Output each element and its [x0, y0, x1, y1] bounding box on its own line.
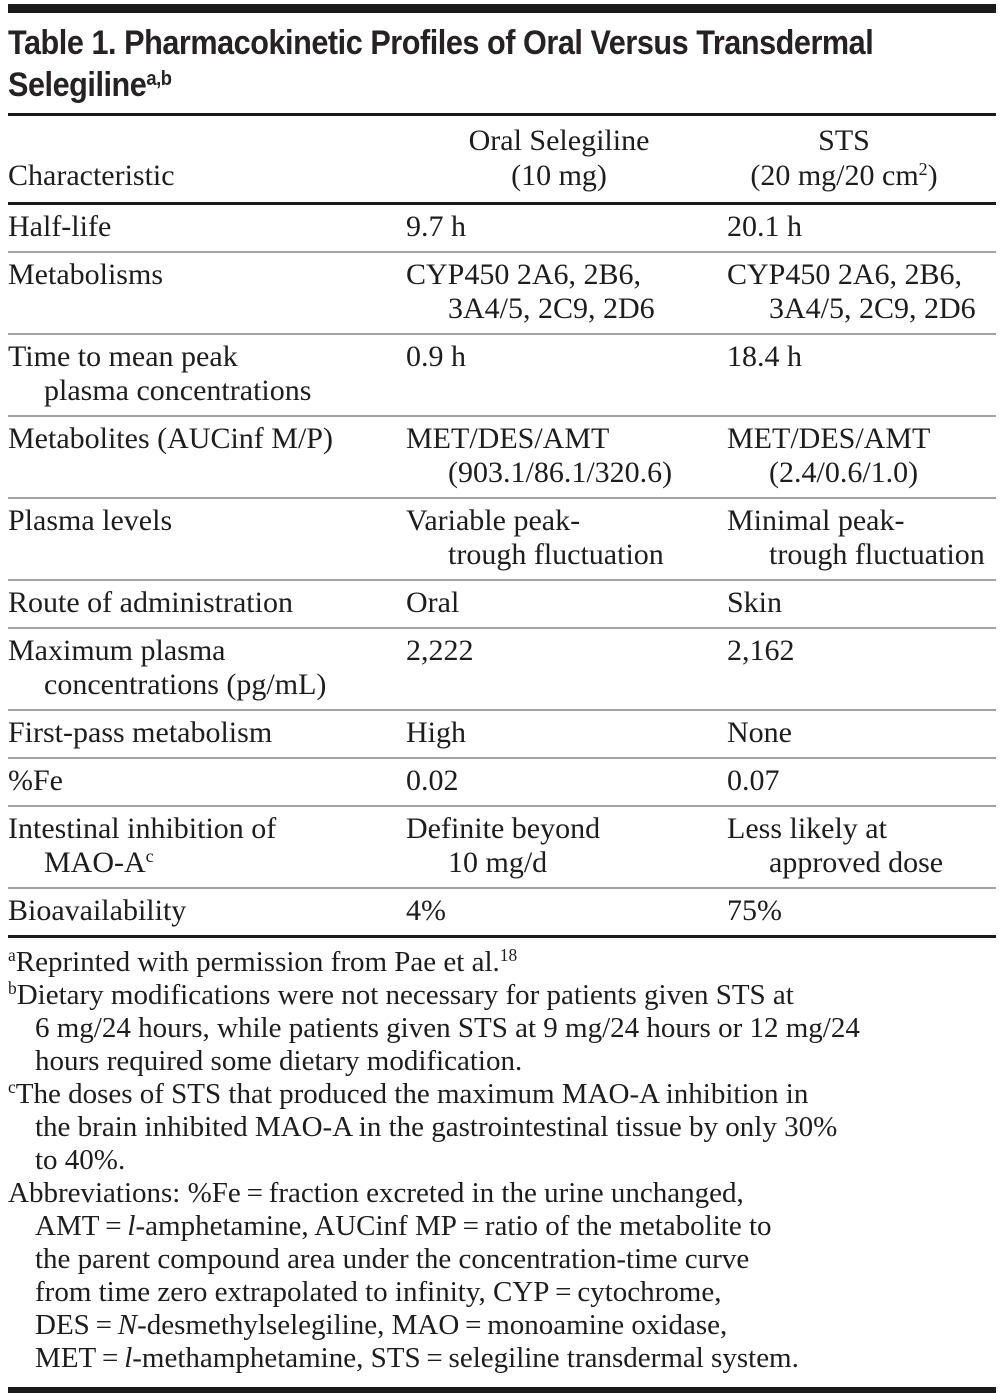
footnote-line: the parent compound area under the concentration-time curve	[35, 1243, 750, 1275]
table-row	[8, 805, 996, 887]
cell-oral-selegiline	[400, 894, 718, 928]
cell-line: Half-life	[8, 210, 112, 243]
cell-line: Skin	[727, 586, 783, 619]
column-header-sts-line1: STS	[818, 124, 870, 157]
cell-line: trough fluctuation	[769, 538, 985, 571]
footnote-line: Abbreviations: %Fe = fraction excreted in the urine unchanged,	[8, 1177, 744, 1209]
cell-characteristic	[8, 586, 400, 620]
cell-sts	[718, 504, 996, 572]
footnote-marker: c	[8, 1077, 16, 1098]
superscript: a,b	[146, 67, 172, 90]
cell-oral-selegiline	[400, 340, 718, 408]
cell-line: 4%	[406, 894, 446, 927]
cell-characteristic	[8, 716, 400, 750]
table-body	[8, 205, 996, 938]
table-row	[8, 627, 996, 709]
cell-oral-selegiline	[400, 258, 718, 326]
cell-characteristic	[8, 504, 400, 572]
cell-sts	[718, 258, 996, 326]
bottom-rule	[8, 1387, 996, 1393]
cell-sts	[718, 812, 996, 880]
cell-line: 75%	[727, 894, 782, 927]
cell-line: plasma concentrations	[44, 374, 312, 407]
table-row	[8, 579, 996, 627]
table-row	[8, 497, 996, 579]
cell-line: Route of administration	[8, 586, 293, 619]
superscript: 2	[918, 159, 928, 180]
cell-line: First-pass metabolism	[8, 716, 273, 749]
footnote-line: AMT = l-amphetamine, AUCinf MP = ratio of the metabolite to	[35, 1210, 772, 1242]
cell-line: (903.1/86.1/320.6)	[448, 456, 673, 489]
footnote-line: DES = N-desmethylselegiline, MAO = monoamine oxidase,	[35, 1309, 728, 1341]
cell-sts	[718, 894, 996, 928]
cell-line: 0.07	[727, 764, 780, 797]
table-row	[8, 757, 996, 805]
footnote-line: MET = l-methamphetamine, STS = selegiline transdermal system.	[35, 1342, 799, 1374]
column-header-characteristic: Characteristic	[8, 159, 175, 192]
table-row	[8, 709, 996, 757]
cell-oral-selegiline	[400, 586, 718, 620]
cell-sts	[718, 210, 996, 244]
cell-sts	[718, 340, 996, 408]
cell-line: Intestinal inhibition of	[8, 812, 277, 845]
superscript: 18	[499, 945, 518, 966]
cell-oral-selegiline	[400, 812, 718, 880]
cell-line: (2.4/0.6/1.0)	[769, 456, 919, 489]
table-row	[8, 887, 996, 935]
cell-line: 3A4/5, 2C9, 2D6	[769, 292, 976, 325]
column-header-oral-line2: (10 mg)	[511, 159, 607, 192]
table-title-line2: Selegiline$^{a,b}$	[8, 66, 172, 104]
column-header-sts-line2: (20 mg/20 $cm^2$)	[750, 159, 938, 192]
column-header-oral-selegiline	[400, 123, 718, 193]
cell-line: Variable peak-	[406, 504, 581, 537]
cell-line: Plasma levels	[8, 504, 173, 537]
cell-line: 18.4 h	[727, 340, 802, 373]
cell-line: 10 mg/d	[448, 846, 548, 879]
cell-line: Metabolites (AUCinf M/P)	[8, 422, 333, 455]
cell-characteristic	[8, 340, 400, 408]
cell-characteristic	[8, 210, 400, 244]
table-title-line1: Table 1. Pharmacokinetic Profiles of Oral Versus Transdermal	[8, 24, 874, 62]
cell-sts	[718, 764, 996, 798]
cell-oral-selegiline	[400, 504, 718, 572]
italic-text: l	[127, 1210, 136, 1242]
cell-oral-selegiline	[400, 422, 718, 490]
cell-line: CYP450 2A6, 2B6,	[406, 258, 642, 291]
cell-line: approved dose	[769, 846, 944, 879]
cell-line: MET/DES/AMT	[727, 422, 931, 455]
cell-line: Definite beyond	[406, 812, 601, 845]
table-row	[8, 333, 996, 415]
footnote-line: the brain inhibited MAO-A in the gastrointestinal tissue by only 30%	[35, 1111, 838, 1143]
cell-line: High	[406, 716, 466, 749]
cell-line: %Fe	[8, 764, 63, 797]
footnote-b	[8, 979, 996, 1078]
cell-line: CYP450 2A6, 2B6,	[727, 258, 963, 291]
italic-text: N	[117, 1309, 138, 1341]
table-row	[8, 205, 996, 251]
cell-line: Oral	[406, 586, 460, 619]
footnote-a	[8, 946, 996, 979]
cell-line: 0.9 h	[406, 340, 466, 373]
cell-line: Minimal peak-	[727, 504, 905, 537]
cell-line: MET/DES/AMT	[406, 422, 610, 455]
cell-characteristic	[8, 634, 400, 702]
cell-line: Maximum plasma	[8, 634, 226, 667]
italic-text: l	[124, 1342, 133, 1374]
footnote-c	[8, 1078, 996, 1177]
cell-characteristic	[8, 764, 400, 798]
cell-oral-selegiline	[400, 634, 718, 702]
cell-line: 2,162	[727, 634, 795, 667]
footnote-line: 6 mg/24 hours, while patients given STS at 9 mg/24 hours or 12 mg/24	[35, 1012, 860, 1044]
column-header-oral-line1: Oral Selegiline	[468, 124, 650, 157]
footnote-line: from time zero extrapolated to infinity, CYP = cytochrome,	[35, 1276, 722, 1308]
cell-characteristic	[8, 812, 400, 880]
footnotes	[8, 938, 996, 1384]
cell-characteristic	[8, 258, 400, 326]
table-row	[8, 251, 996, 333]
cell-sts	[718, 422, 996, 490]
cell-line: trough fluctuation	[448, 538, 664, 571]
cell-line: Less likely at	[727, 812, 887, 845]
cell-line: 20.1 h	[727, 210, 802, 243]
cell-line: Time to mean peak	[8, 340, 238, 373]
cell-oral-selegiline	[400, 210, 718, 244]
footnote-marker: a	[8, 945, 16, 966]
cell-line: Bioavailability	[8, 894, 187, 927]
cell-sts	[718, 634, 996, 702]
top-rule	[8, 4, 996, 13]
footnote-abbreviations	[8, 1177, 996, 1375]
footnote-line: $^b$Dietary modifications were not necessary for patients given STS at	[8, 978, 794, 1011]
column-header-sts	[718, 123, 996, 193]
cell-line: Metabolisms	[8, 258, 163, 291]
cell-line: None	[727, 716, 792, 749]
superscript: c	[145, 846, 154, 867]
cell-sts	[718, 716, 996, 750]
cell-line: concentrations (pg/mL)	[44, 668, 327, 701]
footnote-marker: b	[8, 978, 17, 999]
footnote-line: $^a$Reprinted with permission from Pae et al.$^{18}$	[8, 945, 518, 978]
cell-line: 2,222	[406, 634, 474, 667]
table-title	[8, 13, 996, 113]
cell-oral-selegiline	[400, 764, 718, 798]
footnote-line: to 40%.	[35, 1144, 126, 1176]
cell-sts	[718, 586, 996, 620]
cell-characteristic	[8, 422, 400, 490]
cell-oral-selegiline	[400, 716, 718, 750]
cell-characteristic	[8, 894, 400, 928]
table-row	[8, 415, 996, 497]
table-header-row	[8, 116, 996, 205]
cell-line: 3A4/5, 2C9, 2D6	[448, 292, 655, 325]
footnote-line: $^c$The doses of STS that produced the maximum MAO-A inhibition in	[8, 1077, 809, 1110]
footnote-line: hours required some dietary modification.	[35, 1045, 523, 1077]
cell-line: 0.02	[406, 764, 459, 797]
cell-line: MAO-$A^c$	[44, 846, 154, 879]
cell-line: 9.7 h	[406, 210, 466, 243]
